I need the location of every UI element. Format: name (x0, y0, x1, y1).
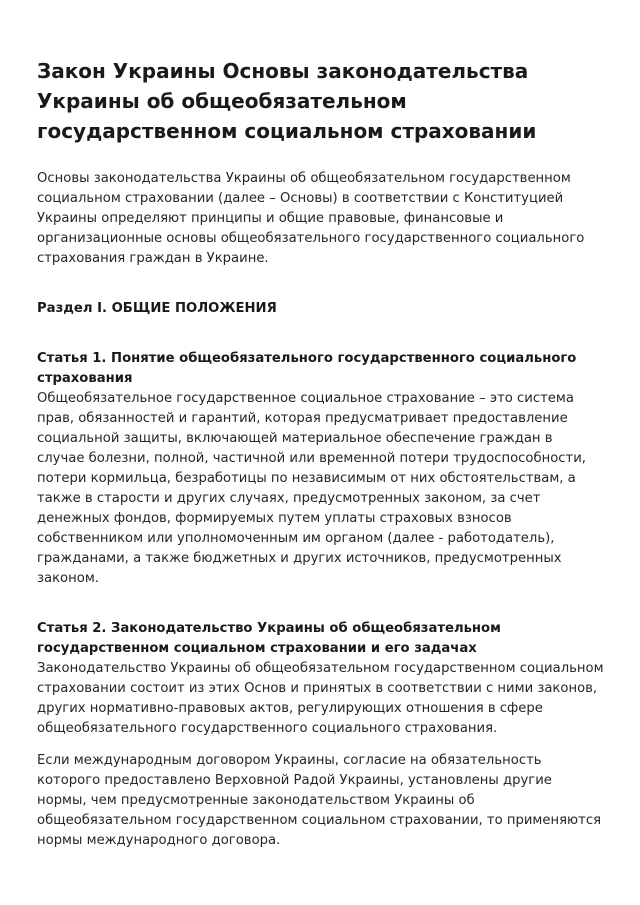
article-paragraph: Законодательство Украины об общеобязательном государственном социальном страховании состоит из этих Основ и принятых в соответствии с ними законов, других нормативно-правовых актов, регулирующих отношения в сфере общеобязательного государственного социального страхования. (37, 661, 604, 736)
section-heading: Раздел I. ОБЩИЕ ПОЛОЖЕНИЯ (37, 301, 277, 316)
article-2 (37, 619, 604, 851)
article-paragraph: Если международным договором Украины, согласие на обязательность которого предоставлено Верховной Радой Украины, установлены другие нормы, чем предусмотренные законодательством Украины об общеобязательном государственном социальном страховании, то применяются нормы международного договора. (37, 753, 602, 848)
intro-paragraph: Основы законодательства Украины об общеобязательном государственном социальном страховании (далее – Основы) в соответствии с Конституцией Украины определяют принципы и общие правовые, финансовые и организационные основы общеобязательного государственного социального страхования граждан в Украине. (37, 171, 585, 266)
article-title: Статья 1. Понятие общеобязательного государственного социального страхования (37, 351, 577, 386)
document-title: Закон Украины Основы законодательства Украины об общеобязательном государственном социальном страховании (37, 59, 537, 143)
article-1 (37, 349, 604, 589)
article-paragraph: Общеобязательное государственное социальное страхование – это система прав, обязанностей и гарантий, которая предусматривает предоставление социальной защиты, включающей материальное обеспечение граждан в случае болезни, полной, частичной или временной потери трудоспособности, потери кормильца, безработицы по независимым от них обстоятельствам, а также в старости и других случаях, предусмотренных законом, за счет денежных фондов, формируемых путем уплаты страховых взносов собственником или уполномоченным им органом (далее - работодатель), гражданами, а также бюджетных и других источников, предусмотренных законом. (37, 391, 586, 586)
article-title: Статья 2. Законодательство Украины об общеобязательном государственном социальном страховании и его задачах (37, 621, 501, 656)
